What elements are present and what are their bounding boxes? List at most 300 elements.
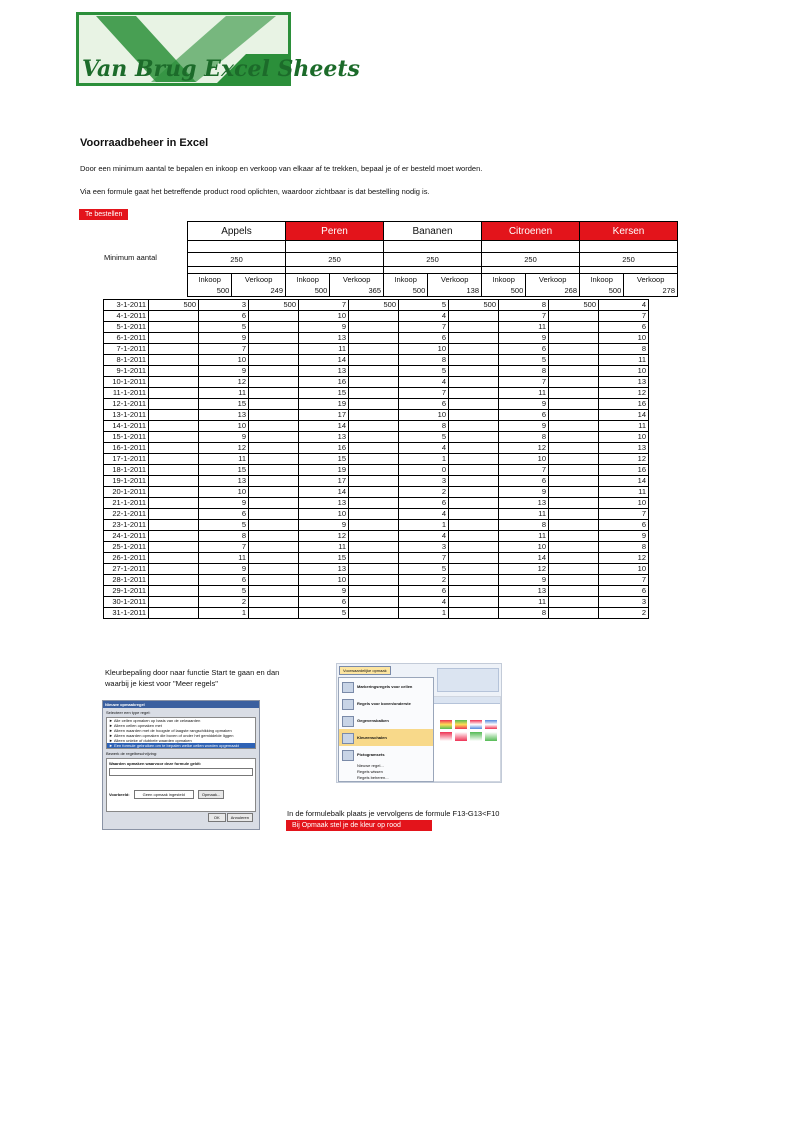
fruit-name-0: Appels — [188, 222, 286, 241]
table-cell: 16 — [599, 399, 649, 410]
table-row — [104, 443, 649, 454]
table-cell — [449, 410, 499, 421]
table-cell — [449, 465, 499, 476]
table-cell — [549, 366, 599, 377]
table-cell: 7 — [499, 377, 549, 388]
table-cell — [549, 553, 599, 564]
table-cell: 1 — [399, 520, 449, 531]
table-cell — [449, 608, 499, 619]
table-cell — [449, 333, 499, 344]
menu-item[interactable] — [339, 729, 433, 746]
table-cell: 11 — [499, 388, 549, 399]
table-row — [104, 300, 649, 311]
table-row — [104, 399, 649, 410]
table-cell: 7 — [599, 575, 649, 586]
table-cell — [249, 388, 299, 399]
table-cell — [249, 377, 299, 388]
table-cell: 13 — [299, 432, 349, 443]
table-cell: 12 — [299, 531, 349, 542]
table-cell: 11 — [599, 421, 649, 432]
table-row — [104, 344, 649, 355]
table-cell: 6 — [599, 322, 649, 333]
table-cell: 5 — [399, 432, 449, 443]
table-cell — [449, 476, 499, 487]
inkoop-header: Inkoop — [286, 274, 330, 286]
bottom-red-label: Bij Opmaak stel je de kleur op rood — [286, 820, 432, 831]
table-cell: 10 — [299, 509, 349, 520]
table-cell — [449, 377, 499, 388]
menu-item-label: Markeringsregels voor cellen — [357, 684, 413, 689]
table-cell — [549, 520, 599, 531]
menu-small-item[interactable]: Regels beheren... — [357, 775, 389, 780]
table-cell: 7 — [599, 509, 649, 520]
table-cell — [249, 443, 299, 454]
rule-type-item[interactable]: ► Alleen cellen opmaken met — [109, 723, 162, 728]
table-row — [104, 487, 649, 498]
inkoop-total: 500 — [482, 285, 526, 297]
menu-item-icon — [342, 682, 354, 693]
table-cell — [249, 421, 299, 432]
menu-item-icon — [342, 699, 354, 710]
table-cell — [349, 542, 399, 553]
conditional-format-button[interactable]: Voorwaardelijke opmaak — [339, 666, 391, 675]
table-row — [104, 542, 649, 553]
table-cell — [449, 575, 499, 586]
menu-item[interactable] — [339, 695, 433, 712]
formula-label: Waarden opmaken waarvoor deze formule geldt: — [109, 761, 202, 766]
table-cell: 11 — [499, 597, 549, 608]
date-cell: 9-1-2011 — [104, 366, 149, 377]
table-cell — [149, 454, 199, 465]
excel-logo-icon — [76, 12, 360, 86]
table-cell — [549, 454, 599, 465]
table-cell: 5 — [299, 608, 349, 619]
table-cell — [249, 355, 299, 366]
table-cell: 15 — [299, 553, 349, 564]
table-row — [104, 498, 649, 509]
table-cell: 6 — [499, 344, 549, 355]
table-cell: 9 — [199, 498, 249, 509]
table-cell — [549, 476, 599, 487]
table-cell: 15 — [299, 388, 349, 399]
table-cell: 3 — [399, 476, 449, 487]
table-cell: 4 — [599, 300, 649, 311]
minimum-value: 250 — [482, 253, 580, 267]
table-row — [104, 366, 649, 377]
table-cell — [449, 322, 499, 333]
table-cell — [449, 443, 499, 454]
table-cell: 8 — [199, 531, 249, 542]
table-cell — [549, 443, 599, 454]
table-cell: 7 — [299, 300, 349, 311]
table-row — [104, 311, 649, 322]
table-cell — [549, 465, 599, 476]
menu-item[interactable] — [339, 746, 433, 763]
fruit-header-table — [187, 221, 678, 297]
blank-cell — [286, 241, 384, 253]
blank-cell — [482, 241, 580, 253]
table-cell: 12 — [599, 454, 649, 465]
date-cell: 17-1-2011 — [104, 454, 149, 465]
table-row — [104, 454, 649, 465]
table-cell — [549, 399, 599, 410]
table-cell — [149, 432, 199, 443]
table-cell: 6 — [399, 586, 449, 597]
table-cell: 4 — [399, 531, 449, 542]
date-cell: 11-1-2011 — [104, 388, 149, 399]
menu-small-item[interactable]: Nieuwe regel... — [357, 763, 384, 768]
table-cell — [449, 421, 499, 432]
table-row — [104, 575, 649, 586]
table-cell — [249, 432, 299, 443]
table-cell: 9 — [499, 575, 549, 586]
rule-type-item[interactable]: ► Een formule gebruiken om te bepalen welke cellen worden opgemaakt — [107, 743, 255, 748]
table-cell — [349, 311, 399, 322]
table-cell — [349, 597, 399, 608]
caption-left — [105, 667, 279, 689]
rule-type-item[interactable]: ► Alle cellen opmaken op basis van de celwaarden — [109, 718, 201, 723]
table-cell — [149, 498, 199, 509]
table-cell — [349, 366, 399, 377]
menu-item[interactable] — [339, 678, 433, 695]
table-cell: 17 — [299, 410, 349, 421]
table-cell: 10 — [399, 344, 449, 355]
table-cell — [449, 366, 499, 377]
table-cell: 11 — [199, 553, 249, 564]
table-cell — [149, 597, 199, 608]
table-cell — [149, 366, 199, 377]
table-cell: 14 — [299, 487, 349, 498]
table-cell: 12 — [199, 443, 249, 454]
table-cell — [349, 410, 399, 421]
table-cell: 15 — [199, 399, 249, 410]
table-cell: 7 — [199, 344, 249, 355]
minimum-value: 250 — [580, 253, 678, 267]
table-cell — [149, 531, 199, 542]
table-row — [104, 322, 649, 333]
table-cell: 6 — [399, 333, 449, 344]
menu-item-label: Gegevensbalken — [357, 718, 389, 723]
table-cell: 9 — [499, 421, 549, 432]
page-title: Voorraadbeheer in Excel — [80, 137, 209, 149]
table-cell: 9 — [199, 564, 249, 575]
table-cell: 5 — [399, 300, 449, 311]
menu-item-label: Regels voor boven/onderste — [357, 701, 411, 706]
rule-type-list[interactable] — [106, 717, 256, 749]
table-cell — [449, 344, 499, 355]
table-cell — [149, 575, 199, 586]
table-cell — [549, 344, 599, 355]
table-cell: 11 — [299, 542, 349, 553]
table-cell — [249, 366, 299, 377]
table-cell — [349, 388, 399, 399]
table-cell — [449, 355, 499, 366]
rule-description-box — [106, 758, 256, 812]
inkoop-total: 500 — [188, 285, 232, 297]
table-cell — [349, 344, 399, 355]
fruit-name-1: Peren — [286, 222, 384, 241]
conditional-format-dropdown — [338, 677, 434, 782]
table-cell — [549, 542, 599, 553]
table-cell: 16 — [299, 443, 349, 454]
table-cell — [549, 311, 599, 322]
table-cell — [149, 333, 199, 344]
table-cell — [349, 509, 399, 520]
rule-type-item[interactable]: ► Alleen waarden met de hoogste of laagste rangschikking opmaken — [109, 728, 232, 733]
table-cell — [449, 509, 499, 520]
table-cell: 7 — [499, 311, 549, 322]
table-cell — [149, 322, 199, 333]
table-cell — [249, 454, 299, 465]
table-cell — [549, 410, 599, 421]
logo — [76, 12, 360, 86]
table-cell — [349, 399, 399, 410]
verkoop-total: 249 — [232, 285, 286, 297]
table-cell: 10 — [199, 355, 249, 366]
table-cell — [249, 465, 299, 476]
minimum-label: Minimum aantal — [104, 253, 157, 262]
table-cell — [149, 344, 199, 355]
table-cell: 14 — [299, 421, 349, 432]
table-cell — [149, 542, 199, 553]
table-cell: 2 — [199, 597, 249, 608]
table-cell — [149, 487, 199, 498]
table-cell — [449, 586, 499, 597]
stock-table — [103, 299, 649, 619]
ok-button[interactable]: OK — [208, 813, 226, 822]
table-cell — [449, 388, 499, 399]
table-cell — [249, 509, 299, 520]
table-cell: 9 — [299, 322, 349, 333]
caption-left-line-1: Kleurbepaling door naar functie Start te gaan en dan — [105, 668, 280, 677]
table-cell: 11 — [599, 355, 649, 366]
table-cell: 15 — [299, 454, 349, 465]
table-cell: 8 — [499, 300, 549, 311]
verkoop-header: Verkoop — [624, 274, 678, 286]
table-cell: 15 — [199, 465, 249, 476]
table-cell: 13 — [599, 443, 649, 454]
table-cell: 13 — [499, 586, 549, 597]
table-cell — [149, 564, 199, 575]
table-cell: 11 — [299, 344, 349, 355]
table-cell: 8 — [499, 520, 549, 531]
table-row — [104, 586, 649, 597]
table-row — [104, 597, 649, 608]
table-cell — [549, 432, 599, 443]
table-cell — [349, 421, 399, 432]
table-cell — [149, 520, 199, 531]
table-cell — [249, 608, 299, 619]
table-cell: 8 — [499, 366, 549, 377]
date-cell: 27-1-2011 — [104, 564, 149, 575]
table-cell — [549, 586, 599, 597]
table-cell: 10 — [199, 421, 249, 432]
date-cell: 24-1-2011 — [104, 531, 149, 542]
date-cell: 28-1-2011 — [104, 575, 149, 586]
table-cell — [349, 531, 399, 542]
formula-input[interactable] — [109, 768, 253, 776]
date-cell: 15-1-2011 — [104, 432, 149, 443]
table-cell: 11 — [199, 388, 249, 399]
preview-text: Geen opmaak ingesteld — [134, 790, 194, 799]
menu-small-item[interactable]: Regels wissen — [357, 769, 383, 774]
date-cell: 20-1-2011 — [104, 487, 149, 498]
table-cell — [249, 520, 299, 531]
inkoop-total: 500 — [580, 285, 624, 297]
format-button[interactable]: Opmaak... — [198, 790, 224, 799]
table-cell: 16 — [599, 465, 649, 476]
table-cell — [249, 564, 299, 575]
table-cell: 12 — [599, 553, 649, 564]
table-cell — [449, 597, 499, 608]
intro-paragraph-2: Via een formule gaat het betreffende product rood oplichten, waardoor zichtbaar is dat bestelling nodig is. — [80, 187, 430, 196]
blank-cell — [188, 267, 286, 274]
table-cell — [249, 542, 299, 553]
inkoop-header: Inkoop — [384, 274, 428, 286]
table-cell — [549, 421, 599, 432]
date-cell: 5-1-2011 — [104, 322, 149, 333]
table-cell: 13 — [299, 564, 349, 575]
table-cell: 6 — [399, 498, 449, 509]
table-cell: 9 — [299, 520, 349, 531]
table-row — [104, 377, 649, 388]
table-cell: 13 — [299, 333, 349, 344]
table-cell — [149, 377, 199, 388]
table-cell: 4 — [399, 597, 449, 608]
date-cell: 3-1-2011 — [104, 300, 149, 311]
verkoop-total: 138 — [428, 285, 482, 297]
table-cell — [349, 432, 399, 443]
table-cell: 1 — [399, 608, 449, 619]
table-cell — [549, 333, 599, 344]
caption-right: In de formulebalk plaats je vervolgens de formule F13-G13<F10 — [287, 809, 500, 818]
verkoop-header: Verkoop — [232, 274, 286, 286]
preview-label: Voorbeeld: — [109, 792, 130, 797]
table-cell — [549, 355, 599, 366]
table-cell — [549, 377, 599, 388]
date-cell: 14-1-2011 — [104, 421, 149, 432]
table-cell — [349, 498, 399, 509]
table-cell — [349, 487, 399, 498]
table-cell — [149, 421, 199, 432]
menu-item[interactable] — [339, 712, 433, 729]
table-cell — [249, 487, 299, 498]
table-cell: 5 — [199, 586, 249, 597]
table-cell — [349, 553, 399, 564]
table-cell: 11 — [199, 454, 249, 465]
new-format-rule-dialog — [102, 700, 260, 830]
ribbon-group — [437, 668, 499, 692]
table-cell: 1 — [199, 608, 249, 619]
table-cell: 9 — [299, 586, 349, 597]
date-cell: 6-1-2011 — [104, 333, 149, 344]
table-cell — [349, 454, 399, 465]
menu-item-icon — [342, 750, 354, 761]
table-cell: 10 — [599, 432, 649, 443]
table-cell: 4 — [399, 311, 449, 322]
table-cell — [149, 311, 199, 322]
table-cell — [549, 498, 599, 509]
date-cell: 21-1-2011 — [104, 498, 149, 509]
table-cell: 5 — [199, 520, 249, 531]
blank-cell — [580, 267, 678, 274]
table-cell — [349, 564, 399, 575]
table-cell — [449, 399, 499, 410]
table-cell: 7 — [399, 388, 449, 399]
table-cell: 13 — [199, 410, 249, 421]
table-row — [104, 476, 649, 487]
table-cell — [549, 487, 599, 498]
table-cell: 11 — [499, 509, 549, 520]
table-cell: 7 — [499, 465, 549, 476]
verkoop-total: 365 — [330, 285, 384, 297]
table-cell — [249, 575, 299, 586]
table-cell: 10 — [299, 311, 349, 322]
date-cell: 8-1-2011 — [104, 355, 149, 366]
rule-type-item[interactable]: ► Alleen waarden opmaken die boven of onder het gemiddelde liggen — [109, 733, 234, 738]
table-cell — [549, 608, 599, 619]
table-row — [104, 355, 649, 366]
table-cell — [149, 608, 199, 619]
table-cell: 6 — [199, 575, 249, 586]
table-cell — [449, 553, 499, 564]
table-cell — [349, 586, 399, 597]
table-cell — [249, 476, 299, 487]
minimum-value: 250 — [188, 253, 286, 267]
table-cell: 8 — [399, 421, 449, 432]
table-cell — [149, 476, 199, 487]
blank-cell — [482, 267, 580, 274]
table-cell: 14 — [599, 410, 649, 421]
minimum-value: 250 — [286, 253, 384, 267]
table-cell: 11 — [599, 487, 649, 498]
cancel-button[interactable]: Annuleren — [227, 813, 253, 822]
table-row — [104, 421, 649, 432]
table-cell — [249, 531, 299, 542]
table-cell: 4 — [399, 509, 449, 520]
menu-item-icon — [342, 733, 354, 744]
table-cell: 6 — [199, 509, 249, 520]
table-cell: 14 — [299, 355, 349, 366]
order-label: Te bestellen — [79, 209, 128, 220]
table-cell: 7 — [399, 553, 449, 564]
fruit-name-2: Bananen — [384, 222, 482, 241]
table-cell: 10 — [499, 542, 549, 553]
table-cell — [149, 443, 199, 454]
table-cell — [249, 399, 299, 410]
verkoop-total: 278 — [624, 285, 678, 297]
mini-grid — [433, 696, 501, 782]
inkoop-header: Inkoop — [580, 274, 624, 286]
table-cell — [149, 399, 199, 410]
table-cell: 11 — [499, 322, 549, 333]
table-cell — [549, 388, 599, 399]
inkoop-total: 500 — [384, 285, 428, 297]
table-cell — [349, 443, 399, 454]
rule-type-item[interactable]: ► Alleen unieke of dubbele waarden opmaken — [109, 738, 192, 743]
table-cell: 12 — [199, 377, 249, 388]
table-cell — [249, 553, 299, 564]
blank-cell — [384, 267, 482, 274]
inkoop-total: 500 — [286, 285, 330, 297]
table-cell — [549, 509, 599, 520]
table-cell — [149, 388, 199, 399]
table-cell: 8 — [599, 542, 649, 553]
conditional-format-menu-screenshot — [336, 663, 502, 783]
table-row — [104, 553, 649, 564]
table-cell — [449, 454, 499, 465]
verkoop-total: 268 — [526, 285, 580, 297]
